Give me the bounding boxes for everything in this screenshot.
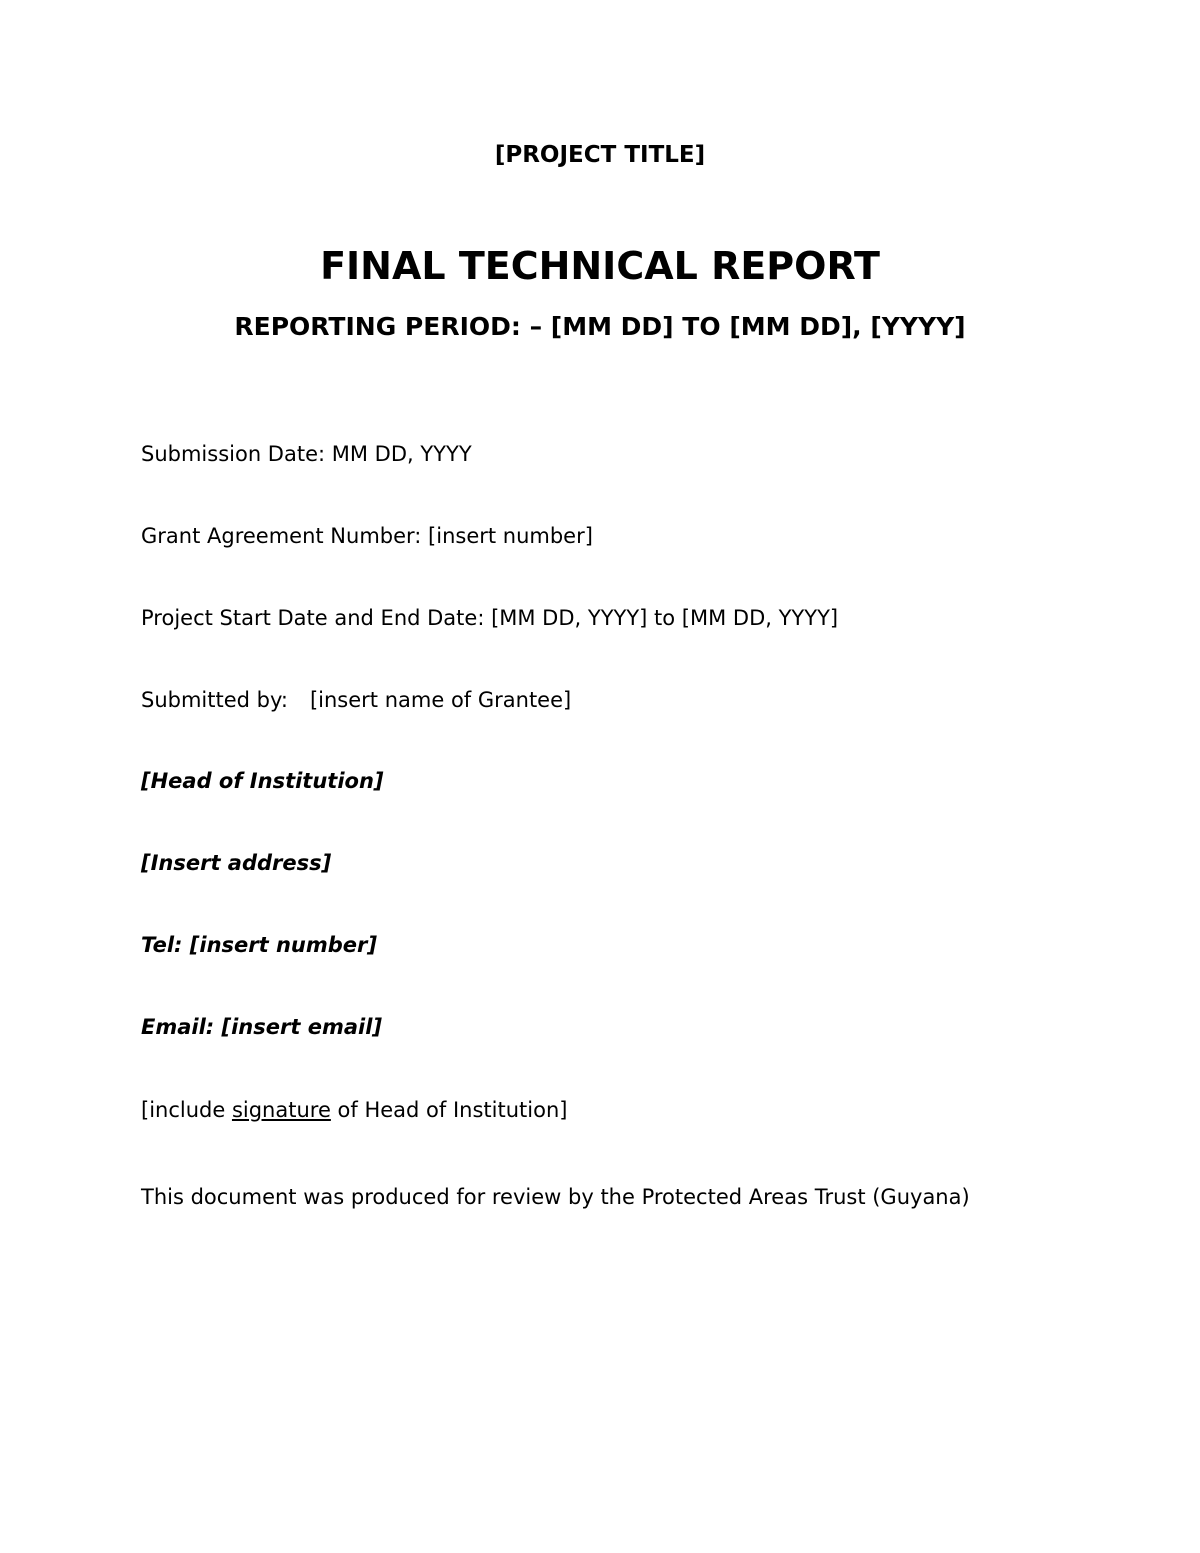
signature-underlined: signature: [231, 1098, 331, 1122]
grant-agreement-number: Grant Agreement Number: [insert number]: [141, 524, 593, 548]
project-dates: Project Start Date and End Date: [MM DD, YYYY] to [MM DD, YYYY]: [141, 606, 839, 630]
head-of-institution: [Head of Institution]: [141, 769, 384, 793]
institution-tel: Tel: [insert number]: [141, 933, 377, 957]
footer-note: This document was produced for review by the Protected Areas Trust (Guyana): [141, 1185, 970, 1209]
signature-suffix: of Head of Institution]: [330, 1098, 568, 1122]
signature-prefix: [include: [141, 1098, 232, 1122]
project-title: [PROJECT TITLE]: [494, 142, 706, 168]
institution-address: [Insert address]: [141, 851, 332, 875]
report-title: FINAL TECHNICAL REPORT: [320, 244, 880, 288]
submission-date: Submission Date: MM DD, YYYY: [141, 442, 472, 466]
signature-line: [141, 1096, 567, 1124]
submitted-by-label: Submitted by:: [141, 688, 288, 712]
submitted-by: [141, 686, 571, 714]
reporting-period: REPORTING PERIOD: – [MM DD] TO [MM DD], [YYYY]: [234, 312, 966, 341]
institution-email: Email: [insert email]: [141, 1015, 382, 1039]
submitted-by-value: [insert name of Grantee]: [309, 688, 572, 712]
